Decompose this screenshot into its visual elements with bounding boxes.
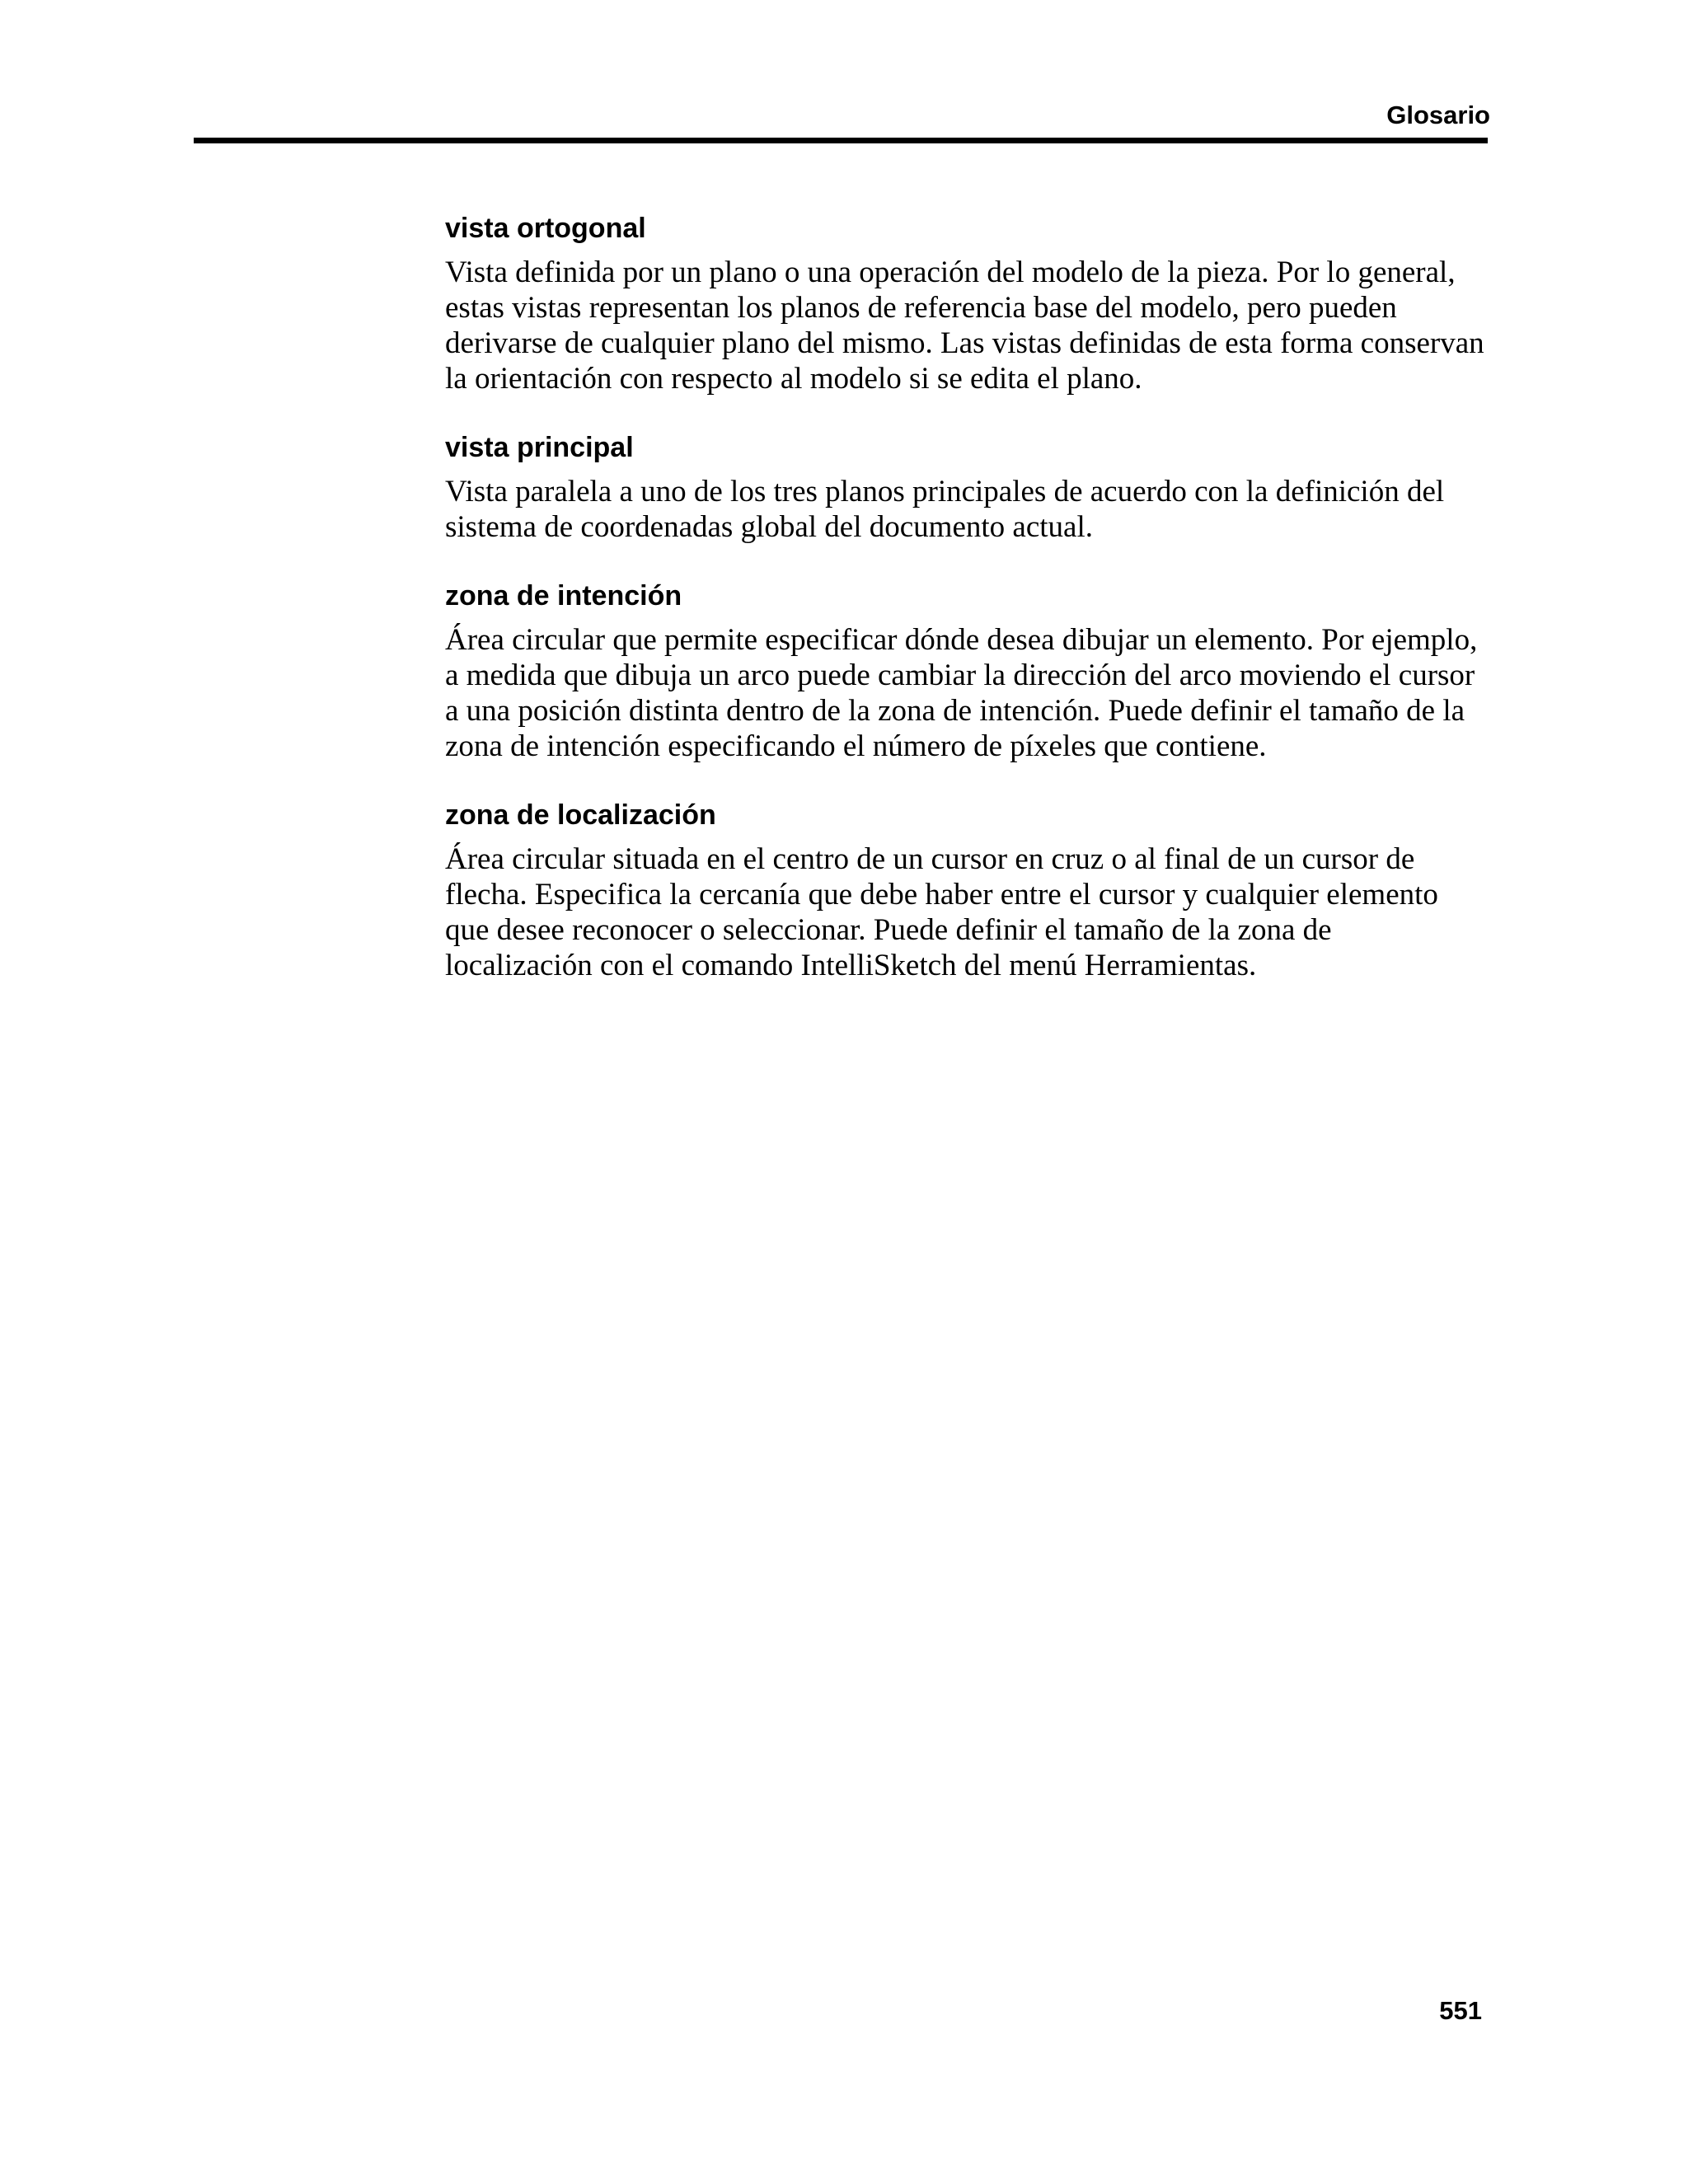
glossary-entry-zona-de-intencion — [445, 578, 1492, 764]
running-header: Glosario — [1386, 101, 1490, 129]
glossary-entry-vista-principal — [445, 429, 1492, 545]
definition-line: a medida que dibuja un arco puede cambiar la dirección del arco moviendo el cursor — [445, 658, 1475, 692]
definition-line: estas vistas representan los planos de referencia base del modelo, pero pueden — [445, 291, 1397, 325]
definition-line: a una posición distinta dentro de la zona de intención. Puede definir el tamaño de la — [445, 694, 1465, 728]
definition-line: Área circular situada en el centro de un cursor en cruz o al final de un cursor de — [445, 842, 1415, 876]
glossary-definition — [445, 622, 1492, 764]
definition-line: flecha. Especifica la cercanía que debe haber entre el cursor y cualquier elemento — [445, 878, 1438, 912]
definition-line: derivarse de cualquier plano del mismo. Las vistas definidas de esta forma conservan — [445, 326, 1484, 360]
page-number: 551 — [1439, 1996, 1482, 2025]
glossary-definition — [445, 255, 1492, 396]
definition-line: que desee reconocer o seleccionar. Puede definir el tamaño de la zona de — [445, 913, 1332, 947]
definition-line: la orientación con respecto al modelo si se edita el plano. — [445, 362, 1142, 396]
glossary-entry-vista-ortogonal — [445, 210, 1492, 396]
glossary-content — [445, 210, 1492, 1016]
definition-line: sistema de coordenadas global del documento actual. — [445, 510, 1093, 544]
header-rule — [194, 138, 1488, 143]
glossary-term: vista ortogonal — [445, 213, 646, 244]
definition-line: Vista definida por un plano o una operación del modelo de la pieza. Por lo general, — [445, 255, 1456, 289]
glossary-definition — [445, 474, 1492, 545]
glossary-term: zona de localización — [445, 799, 716, 831]
glossary-term: zona de intención — [445, 580, 682, 612]
glossary-definition — [445, 841, 1492, 983]
definition-line: Área circular que permite especificar dónde desea dibujar un elemento. Por ejemplo, — [445, 623, 1478, 657]
definition-line: Vista paralela a uno de los tres planos principales de acuerdo con la definición del — [445, 475, 1445, 509]
definition-line: zona de intención especificando el número de píxeles que contiene. — [445, 729, 1267, 763]
glossary-term: vista principal — [445, 432, 634, 463]
definition-line: localización con el comando IntelliSketch del menú Herramientas. — [445, 949, 1257, 982]
glossary-entry-zona-de-localizacion — [445, 797, 1492, 983]
